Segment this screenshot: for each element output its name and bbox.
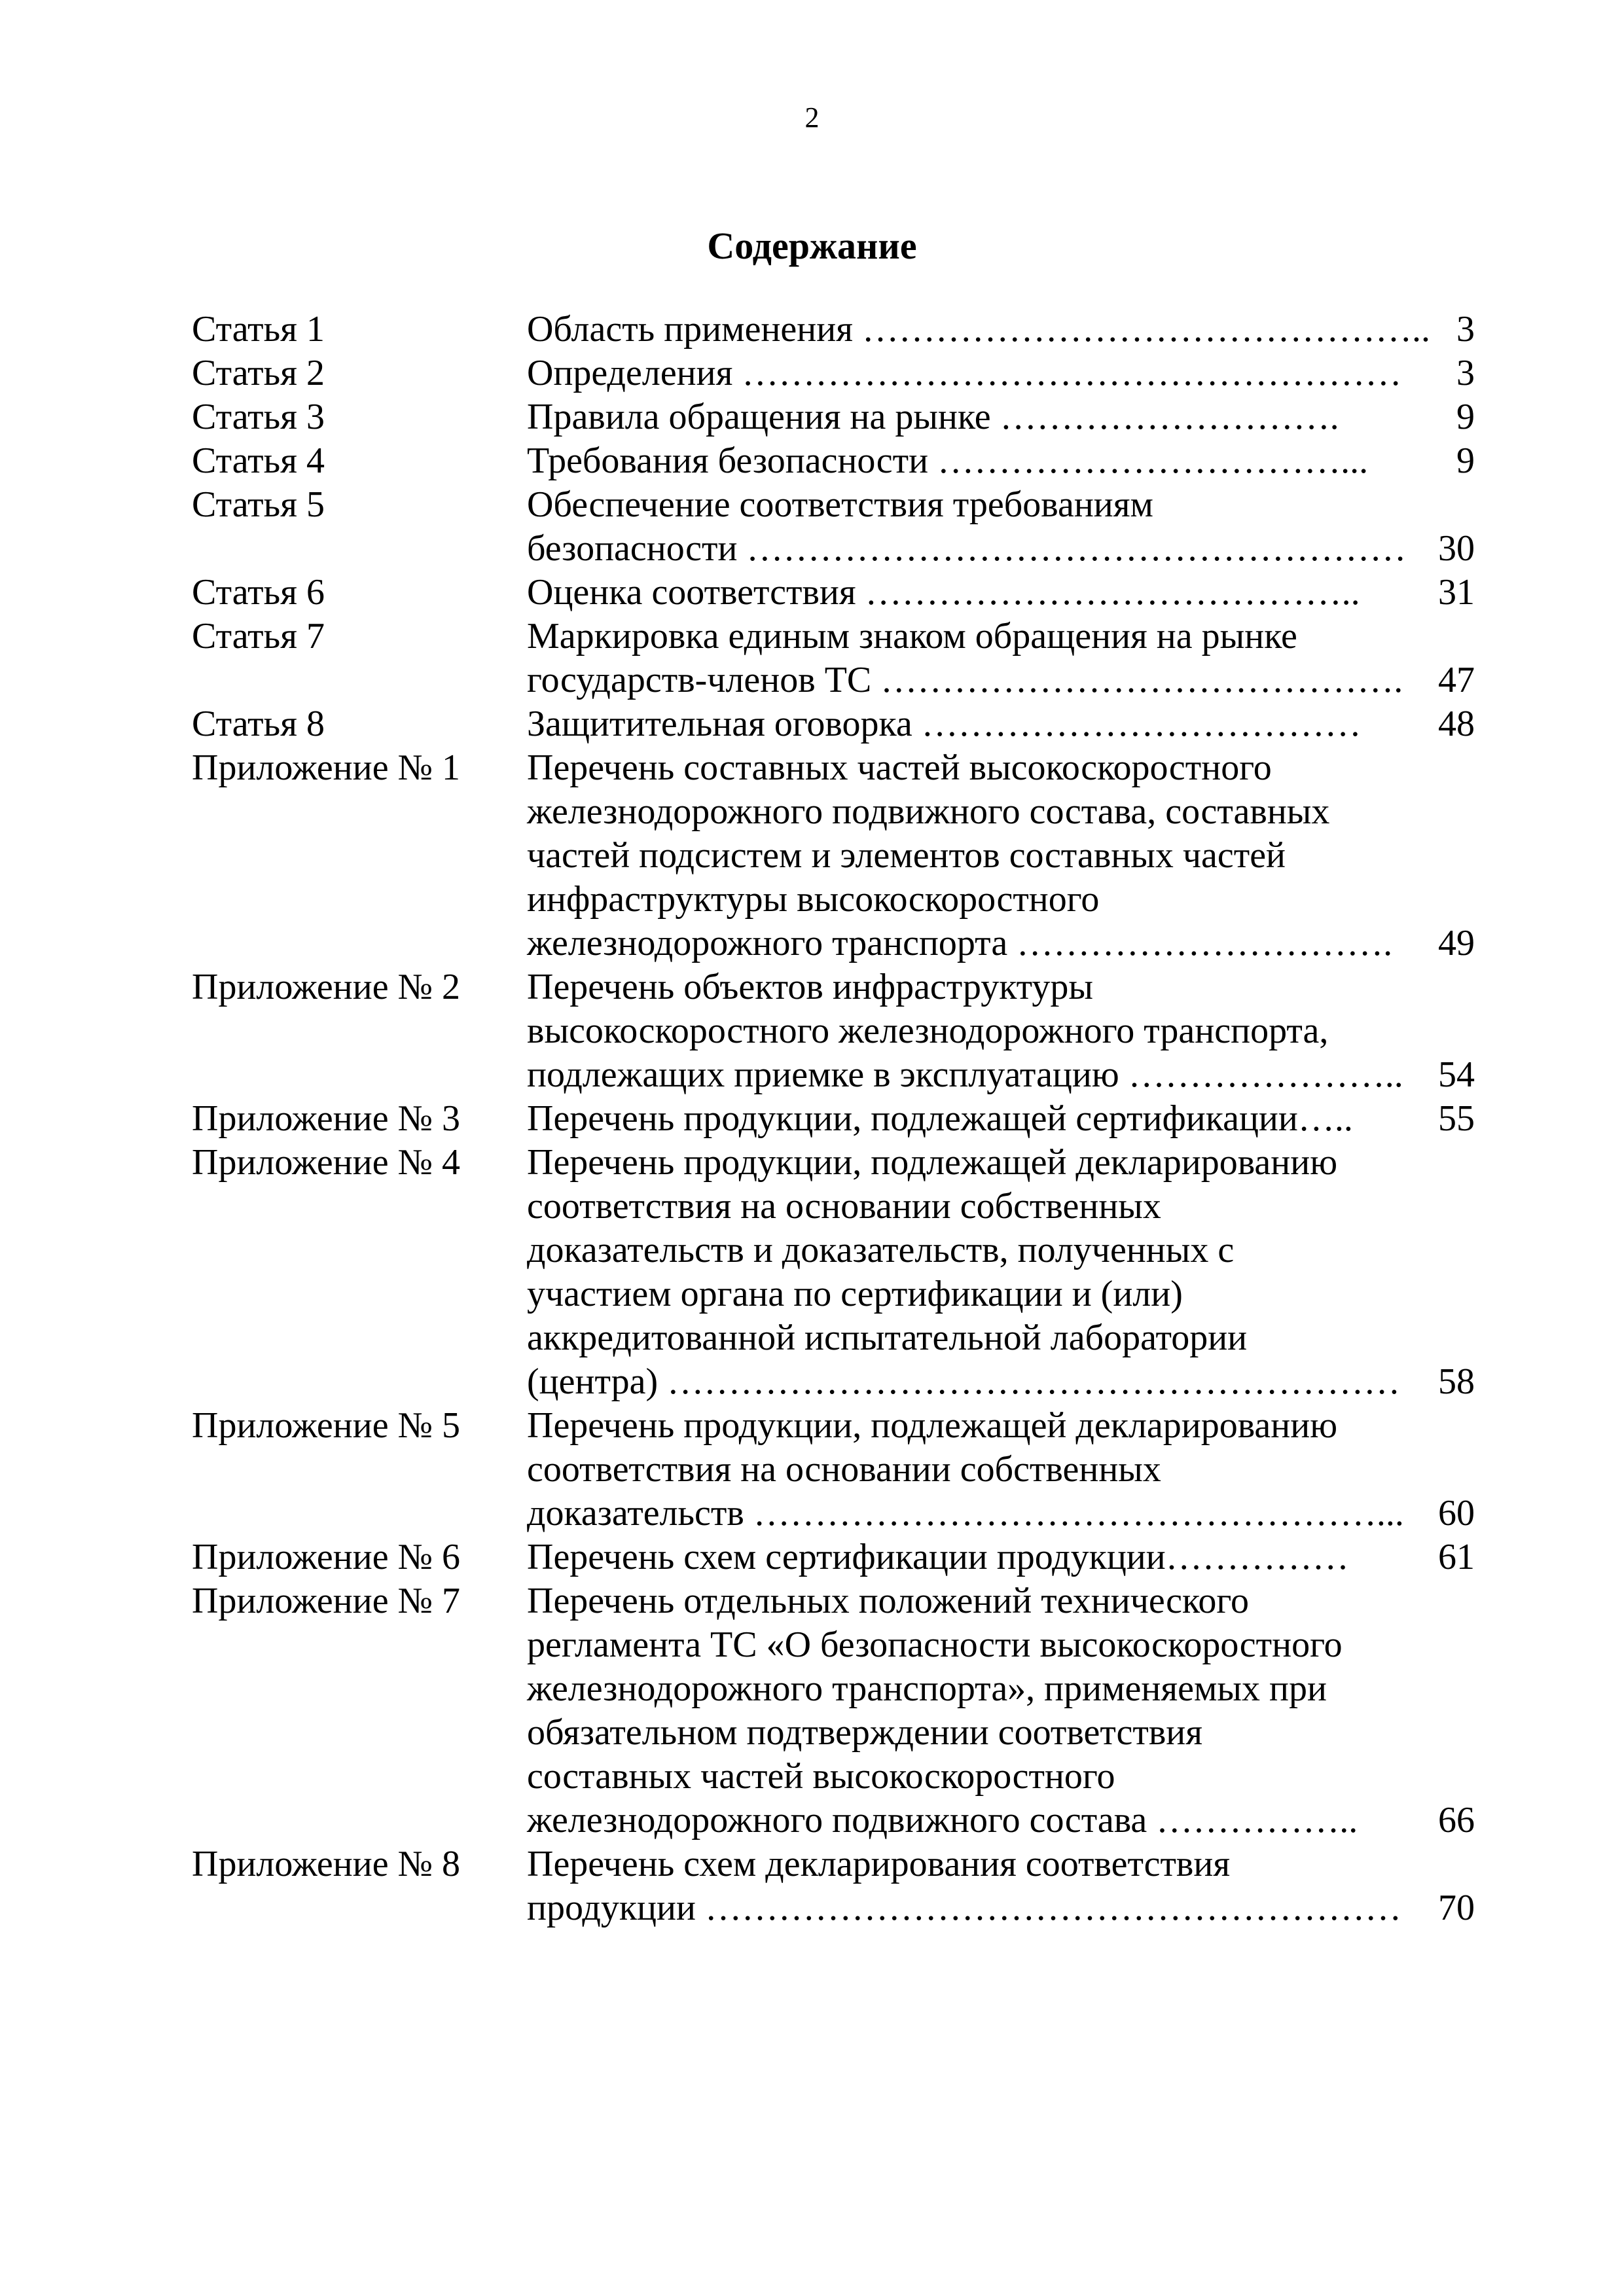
page-number: 2 <box>804 101 820 134</box>
toc-entry-title-line: государств-членов ТС ……………………………………. <box>527 660 1403 700</box>
toc-entry-title-line: Область применения ……………………………………….. <box>527 309 1430 350</box>
toc-entry <box>192 483 1475 571</box>
toc-entry-title-line: регламента ТС «О безопасности высокоскоростного <box>527 1624 1343 1665</box>
toc-entry-title-line: Перечень схем сертификации продукции…………… <box>527 1537 1349 1577</box>
toc-entry-title-line: железнодорожного подвижного состава …………….. <box>527 1800 1358 1840</box>
toc-entry-page-number: 55 <box>1438 1098 1475 1139</box>
toc-entry-page-number: 30 <box>1438 528 1475 569</box>
toc-entry-page-number: 9 <box>1456 440 1475 481</box>
toc-entry-title <box>527 702 1378 746</box>
toc-entry-title-line: Перечень объектов инфраструктуры <box>527 967 1094 1007</box>
toc-entry-title-line: соответствия на основании собственных <box>527 1449 1161 1490</box>
toc-entry-page-number: 49 <box>1438 923 1475 963</box>
toc-entry-title-line: Требования безопасности ……………………………... <box>527 440 1369 481</box>
toc-entry-title <box>527 308 1430 351</box>
toc-entry-title <box>527 1579 1378 1842</box>
toc-entry-label: Статья 8 <box>192 704 325 744</box>
toc-entry-title-line: доказательств ……………………………………………... <box>527 1493 1404 1534</box>
toc-entry-title-line: подлежащих приемке в эксплуатацию ………………….. <box>527 1054 1403 1095</box>
toc-entry-title <box>527 483 1407 571</box>
toc-entry-title-line: высокоскоростного железнодорожного транспорта, <box>527 1011 1329 1051</box>
toc-entry-title-line: доказательств и доказательств, полученных с <box>527 1230 1235 1270</box>
toc-entry <box>192 1842 1475 1930</box>
toc-entry <box>192 571 1475 615</box>
toc-entry-page-number: 3 <box>1456 353 1475 393</box>
toc-entry-title-line: Перечень продукции, подлежащей сертификации….. <box>527 1098 1353 1139</box>
toc-entry <box>192 1404 1475 1535</box>
toc-entry-label: Приложение № 6 <box>192 1537 460 1577</box>
toc-entry-page-number: 70 <box>1438 1888 1475 1928</box>
toc-entry-label: Приложение № 1 <box>192 747 460 788</box>
toc-entry-title-line: железнодорожного подвижного состава, составных <box>527 791 1330 832</box>
toc-entry <box>192 702 1475 746</box>
toc-entry <box>192 308 1475 351</box>
toc-entry-page-number: 60 <box>1438 1493 1475 1534</box>
toc-entry-title-line: участием органа по сертификации и (или) <box>527 1274 1183 1314</box>
toc-entry-title-line: продукции ………………………………………………… <box>527 1888 1401 1928</box>
toc-entry-title-line: аккредитованной испытательной лаборатории <box>527 1318 1248 1358</box>
toc-entry-title-line: Оценка соответствия ………………………………….. <box>527 572 1360 613</box>
toc-entry-title <box>527 571 1378 615</box>
toc-entry-title-line: Защитительная оговорка ……………………………… <box>527 704 1362 744</box>
toc-entry-title-line: железнодорожного транспорта», применяемых при <box>527 1668 1327 1709</box>
toc-entry-title-line: частей подсистем и элементов составных частей <box>527 835 1286 876</box>
toc-entry-title <box>527 351 1402 395</box>
toc-entry <box>192 1579 1475 1842</box>
toc-entry-label: Приложение № 5 <box>192 1405 460 1446</box>
toc-entry-label: Приложение № 7 <box>192 1581 460 1621</box>
toc-entry-label: Приложение № 3 <box>192 1098 460 1139</box>
toc-entry-title-line: железнодорожного транспорта …………………………. <box>527 923 1393 963</box>
toc-entry <box>192 1141 1475 1404</box>
toc-entry-title-line: Обеспечение соответствия требованиям <box>527 484 1153 525</box>
table-of-contents <box>192 308 1475 1930</box>
toc-entry-page-number: 61 <box>1438 1537 1475 1577</box>
toc-entry-title <box>527 615 1403 702</box>
toc-entry-page-number: 3 <box>1456 309 1475 350</box>
toc-entry-page-number: 9 <box>1456 397 1475 437</box>
toc-entry-label: Статья 3 <box>192 397 325 437</box>
toc-entry-page-number: 47 <box>1438 660 1475 700</box>
toc-entry-label: Статья 1 <box>192 309 325 350</box>
toc-entry-title-line: Перечень продукции, подлежащей декларированию <box>527 1142 1338 1183</box>
toc-entry-title-line: Перечень отдельных положений технического <box>527 1581 1249 1621</box>
toc-entry <box>192 746 1475 965</box>
toc-entry <box>192 965 1475 1097</box>
toc-entry <box>192 615 1475 702</box>
toc-entry-title-line: соответствия на основании собственных <box>527 1186 1161 1227</box>
toc-entry-label: Статья 4 <box>192 440 325 481</box>
toc-entry-label: Статья 7 <box>192 616 325 656</box>
toc-entry <box>192 395 1475 439</box>
toc-entry-page-number: 48 <box>1438 704 1475 744</box>
toc-entry-title <box>527 965 1403 1097</box>
toc-entry-title-line: Перечень продукции, подлежащей декларированию <box>527 1405 1338 1446</box>
toc-entry-title <box>527 1097 1378 1141</box>
toc-entry-title <box>527 746 1393 965</box>
toc-entry <box>192 1097 1475 1141</box>
toc-entry-page-number: 31 <box>1438 572 1475 613</box>
toc-entry-label: Приложение № 2 <box>192 967 460 1007</box>
toc-entry-title <box>527 1535 1378 1579</box>
toc-entry <box>192 1535 1475 1579</box>
toc-entry-title <box>527 395 1378 439</box>
toc-entry-label: Приложение № 8 <box>192 1844 460 1884</box>
toc-entry <box>192 439 1475 483</box>
toc-entry-title-line: Определения ……………………………………………… <box>527 353 1402 393</box>
toc-entry-title <box>527 1842 1401 1930</box>
toc-entry-title-line: составных частей высокоскоростного <box>527 1756 1115 1797</box>
toc-entry-page-number: 58 <box>1438 1361 1475 1402</box>
toc-entry-title <box>527 439 1378 483</box>
toc-entry-title <box>527 1141 1401 1404</box>
toc-entry-label: Приложение № 4 <box>192 1142 460 1183</box>
toc-entry-title-line: Перечень схем декларирования соответствия <box>527 1844 1231 1884</box>
toc-entry-label: Статья 5 <box>192 484 325 525</box>
toc-entry-title-line: (центра) …………………………………………………… <box>527 1361 1401 1402</box>
toc-entry-page-number: 66 <box>1438 1800 1475 1840</box>
toc-entry-title <box>527 1404 1404 1535</box>
toc-entry-title-line: обязательном подтверждении соответствия <box>527 1712 1202 1753</box>
toc-entry-label: Статья 6 <box>192 572 325 613</box>
toc-entry-title-line: инфраструктуры высокоскоростного <box>527 879 1100 920</box>
toc-entry-label: Статья 2 <box>192 353 325 393</box>
toc-entry-page-number: 54 <box>1438 1054 1475 1095</box>
toc-entry-title-line: Правила обращения на рынке ………………………. <box>527 397 1339 437</box>
toc-entry-title-line: Перечень составных частей высокоскоростного <box>527 747 1272 788</box>
toc-entry-title-line: безопасности ……………………………………………… <box>527 528 1407 569</box>
toc-entry <box>192 351 1475 395</box>
toc-entry-title-line: Маркировка единым знаком обращения на рынке <box>527 616 1297 656</box>
page-title: Содержание <box>707 224 917 267</box>
